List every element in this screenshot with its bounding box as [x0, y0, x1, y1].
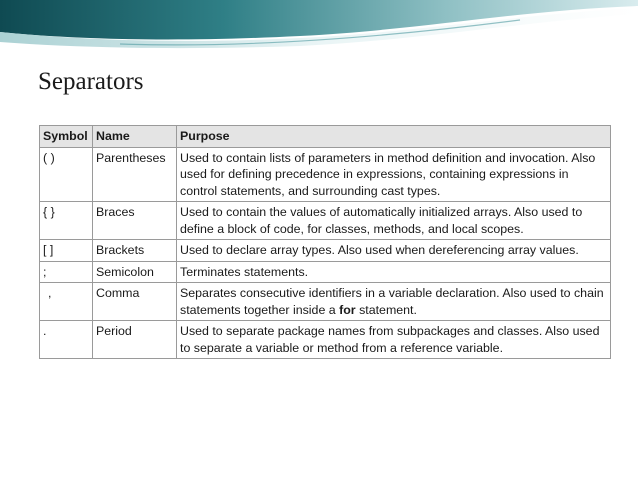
symbol-cell: [ ]	[40, 240, 93, 262]
header-name: Name	[93, 126, 177, 148]
header-symbol: Symbol	[40, 126, 93, 148]
purpose-cell: Used to contain the values of automatically initialized arrays. Also used to define a block of code, for classes, methods, and local scopes.	[177, 202, 611, 240]
symbol-cell: .	[40, 321, 93, 359]
for-keyword: for	[339, 302, 356, 317]
table-row	[40, 261, 611, 283]
name-cell: Comma	[93, 283, 177, 321]
purpose-cell: Used to declare array types. Also used when dereferencing array values.	[177, 240, 611, 262]
purpose-cell	[177, 283, 611, 321]
name-cell: Braces	[93, 202, 177, 240]
name-cell: Parentheses	[93, 147, 177, 202]
table-row	[40, 283, 611, 321]
purpose-cell: Used to separate package names from subpackages and classes. Also used to separate a variable or method from a reference variable.	[177, 321, 611, 359]
name-cell: Semicolon	[93, 261, 177, 283]
table-row	[40, 202, 611, 240]
table-header-row	[40, 126, 611, 148]
purpose-cell: Terminates statements.	[177, 261, 611, 283]
name-cell: Brackets	[93, 240, 177, 262]
table-row	[40, 240, 611, 262]
separators-table	[39, 125, 611, 359]
symbol-cell: { }	[40, 202, 93, 240]
purpose-text-end: statement.	[355, 302, 417, 317]
purpose-text: Separates consecutive identifiers in a variable declaration. Also used to chain statements together inside a	[180, 286, 604, 317]
purpose-cell: Used to contain lists of parameters in method definition and invocation. Also used for defining precedence in expressions, containing expressions in control statements, and surrounding cast types.	[177, 147, 611, 202]
name-cell: Period	[93, 321, 177, 359]
symbol-cell: ,	[40, 283, 93, 321]
symbol-cell: ( )	[40, 147, 93, 202]
table-row	[40, 147, 611, 202]
slide-title: Separators	[38, 68, 144, 95]
table-row	[40, 321, 611, 359]
symbol-cell: ;	[40, 261, 93, 283]
header-wave-banner	[0, 0, 638, 52]
header-purpose: Purpose	[177, 126, 611, 148]
